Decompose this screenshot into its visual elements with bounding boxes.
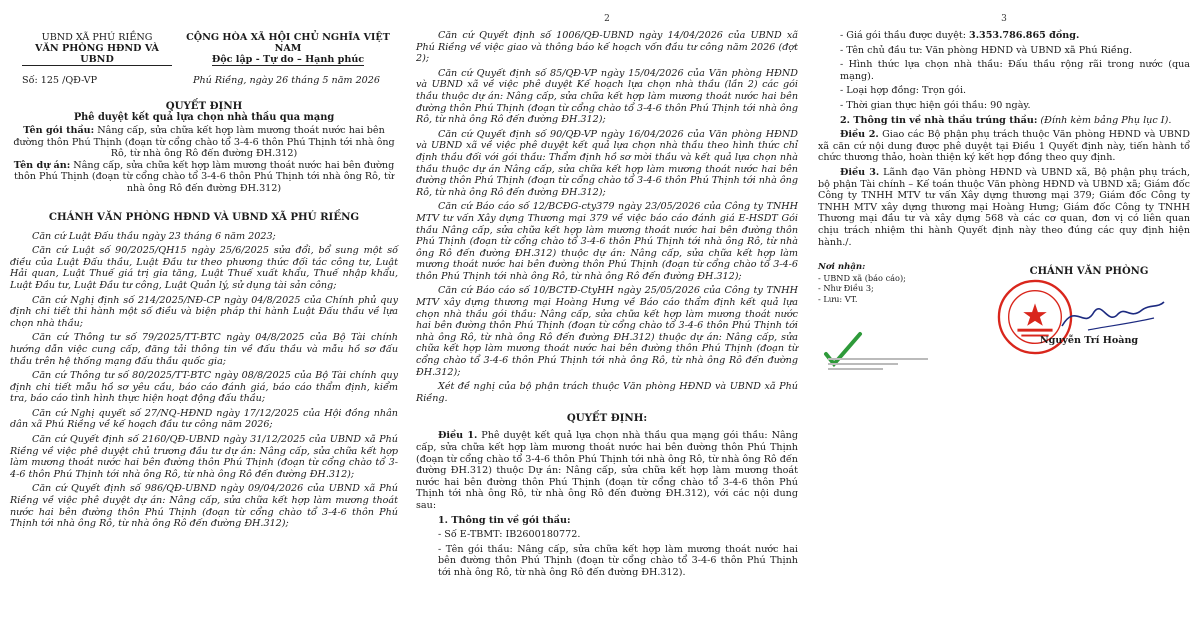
document-subtitle: Phê duyệt kết quả lựa chọn nhà thầu qua mạng — [73, 112, 335, 123]
section-2-note: (Đính kèm bảng Phụ lục I). — [1037, 114, 1172, 126]
package-price — [840, 30, 1190, 42]
article-2-label: Điều 2. — [840, 129, 879, 141]
article-3-text: Lãnh đạo Văn phòng HĐND và UBND xã, Bộ phận phụ trách, bộ phận Tài chính – Kế toán thuộc Văn phòng HĐND và UBND xã; Giám đốc Công ty TNHH MTV tư vấn Xây dựng thương mại 379; Giám đốc Công ty TNHH MTV xây dựng thương mại Hoàng Hưng; Giám đốc Công ty TNHH Thương mại đầu tư và xây dựng 568 và các cơ quan, đơn vị có liên quan chịu trách nhiệm thi hành Quyết định này theo đúng các quy định hiện hành./. — [818, 166, 1190, 248]
issuing-authority: CHÁNH VĂN PHÒNG HĐND VÀ UBND XÃ PHÚ RIỀNG — [48, 210, 360, 223]
tender-notice-number: - Số E-TBMT: IB2600180772. — [438, 529, 581, 541]
recipient-2: - Như Điều 3; — [818, 283, 874, 294]
page-2 — [406, 0, 806, 636]
article-2 — [818, 129, 1190, 164]
project-text: Nâng cấp, sửa chữa kết hợp làm mương thoát nước hai bên đường thôn Phú Thịnh (đoạn từ cổng chào tổ 3-4-6 thôn Phú Thịnh tới nhà ông Rô, từ nhà ông Rô đến đường ĐH.312) — [13, 159, 395, 194]
legal-basis-6: Căn cứ Nghị quyết số 27/NQ-HĐND ngày 17/12/2025 của Hội đồng nhân dân xã Phú Riềng về kế hoạch đầu tư công năm 2026; — [10, 407, 398, 431]
legal-basis-8: Căn cứ Quyết định số 986/QĐ-UBND ngày 09/04/2026 của UBND xã Phú Riềng về việc phê duyệt dự án: Nâng cấp, sửa chữa kết hợp làm mương thoát nước hai bên đường thôn Phú Thịnh (đoạn từ cổng chào tổ 3-4-6 thôn Phú Thịnh tới nhà ông Rô, từ nhà ông Rô đến đường ĐH.312); — [10, 483, 398, 530]
execution-time: - Thời gian thực hiện gói thầu: 90 ngày. — [840, 99, 1031, 111]
legal-basis-12: Căn cứ Báo cáo số 12/BCĐG-cty379 ngày 23/05/2026 của Công ty TNHH MTV tư vấn Xây dựng Thương mại 379 về việc báo cáo đánh giá E-HSDT Gói thầu Nâng cấp, sửa chữa kết hợp làm mương thoát nước hai bên đường thôn Phú Thịnh (đoạn từ cổng chào tổ 3-4-6 thôn Phú Thịnh tới nhà ông Rô, từ nhà ông Rô đến đường ĐH.312) thuộc dự án: Nâng cấp, sửa chữa kết hợp làm mương thoát nước hai bên đường thôn Phú Thịnh (đoạn từ cổng chào tổ 3-4-6 thôn Phú Thịnh tới nhà ông Rô, từ nhà ông Rô đến đường ĐH.312); — [416, 201, 798, 282]
legal-basis-11: Căn cứ Quyết định số 90/QĐ-VP ngày 16/04/2026 của Văn phòng HĐND và UBND xã về việc phê duyệt kết quả lựa chọn nhà thầu theo hình thức chỉ định thầu đối với gói thầu: Thẩm định hồ sơ mời thầu và kết quả lựa chọn nhà thầu thuộc dự án Nâng cấp, sửa chữa kết hợp làm mương thoát nước hai bên đường thôn Phú Thịnh (đoạn từ cổng chào tổ 3-4-6 thôn Phú Thịnh tới nhà ông Rô, từ nhà ông Rô đến đường ĐH.312); — [416, 128, 798, 198]
nation-line-1: CỘNG HÒA XÃ HỘI CHỦ NGHĨA VIỆT NAM — [186, 32, 390, 54]
place-date: Phú Riềng, ngày 26 tháng 5 năm 2026 — [193, 75, 380, 86]
legal-basis-14: Xét đề nghị của bộ phận trách thuộc Văn phòng HĐND và UBND xã Phú Riềng. — [416, 381, 798, 404]
article-1-label: Điều 1. — [438, 430, 478, 442]
signer-name: Nguyễn Trí Hoàng — [1039, 335, 1139, 346]
signature-block — [994, 266, 1184, 346]
agency-line-1: UBND XÃ PHÚ RIỀNG — [41, 32, 153, 43]
document-number: Số: 125 /QĐ-VP — [22, 75, 98, 86]
legal-basis-7: Căn cứ Quyết định số 2160/QĐ-UBND ngày 31/12/2025 của UBND xã Phú Riềng về việc phê duyệt chủ trương đầu tư dự án: Nâng cấp, sửa chữa kết hợp làm mương thoát nước hai bên đường thôn Phú Thịnh (đoạn từ cổng chào tổ 3-4-6 thôn Phú Thịnh tới nhà ông Rô, từ nhà ông Rô đến đường ĐH.312); — [10, 434, 398, 480]
legal-basis-5: Căn cứ Thông tư số 80/2025/TT-BTC ngày 08/8/2025 của Bộ Tài chính quy định chi tiết mẫu hồ sơ yêu cầu, báo cáo đánh giá, báo cáo thẩm định, kiểm tra, báo cáo tình hình thực hiện hoạt động đấu thầu; — [10, 370, 398, 405]
package-price-label: - Giá gói thầu được duyệt: — [840, 30, 970, 41]
page-number: 3 — [1001, 14, 1007, 24]
national-heading — [178, 32, 398, 66]
legal-basis-13: Căn cứ Báo cáo số 10/BCTĐ-CtyHH ngày 25/05/2026 của Công ty TNHH MTV xây dựng thương mại Hoàng Hưng về Báo cáo thẩm định kết quả lựa chọn nhà thầu gói thầu: Nâng cấp, sửa chữa kết hợp làm mương thoát nước hai bên đường thôn Phú Thịnh (đoạn từ cổng chào tổ 3-4-6 thôn Phú Thịnh tới nhà ông Rô, từ nhà ông Rô đến đường ĐH.312) thuộc dự án: Nâng cấp, sửa chữa kết hợp làm mương thoát nước hai bên đường thôn Phú Thịnh (đoạn từ cổng chào tổ 3-4-6 thôn Phú Thịnh tới nhà ông Rô, từ nhà ông Rô đến đường ĐH.312); — [416, 285, 798, 378]
project-name — [10, 160, 398, 195]
digital-signature-icon — [820, 326, 940, 376]
article-3 — [818, 167, 1190, 248]
package-name — [10, 125, 398, 160]
recipient-3: - Lưu: VT. — [818, 293, 858, 304]
page-number: 2 — [604, 14, 610, 24]
section-1-heading: 1. Thông tin về gói thầu: — [438, 514, 571, 526]
section-2-label: 2. Thông tin về nhà thầu trúng thầu: — [840, 114, 1038, 126]
legal-basis-4: Căn cứ Thông tư số 79/2025/TT-BTC ngày 04/8/2025 của Bộ Tài chính hướng dẫn việc cung cấp, đăng tải thông tin về đấu thầu và mẫu hồ sơ đấu thầu trên hệ thống mạng đấu thầu quốc gia; — [10, 332, 398, 367]
article-1 — [416, 430, 798, 511]
nation-line-2: Độc lập - Tự do – Hạnh phúc — [211, 54, 365, 65]
agency-line-2: VĂN PHÒNG HĐND VÀ UBND — [22, 43, 172, 66]
document-meta — [10, 75, 398, 86]
legal-basis-1: Căn cứ Luật Đấu thầu ngày 23 tháng 6 năm 2023; — [32, 230, 276, 242]
article-1-text: Phê duyệt kết quả lựa chọn nhà thầu qua mạng gói thầu: Nâng cấp, sửa chữa kết hợp làm mương thoát nước hai bên đường thôn Phú Thịnh (đoạn từ cổng chào tổ 3-4-6 thôn Phú Thịnh tới nhà ông Rô, từ nhà ông Rô đến đường ĐH.312) thuộc Dự án: Nâng cấp, sửa chữa kết hợp làm mương thoát nước hai bên đường thôn Phú Thịnh (đoạn từ cổng chào tổ 3-4-6 thôn Phú Thịnh tới nhà ông Rô, từ nhà ông Rô đến đường ĐH.312), với các nội dung sau: — [416, 430, 799, 511]
recipient-1: - UBND xã (báo cáo); — [818, 272, 906, 283]
page-1 — [0, 0, 406, 636]
article-2-text: Giao các Bộ phận phụ trách thuộc Văn phòng HĐND và UBND xã căn cứ nội dung được phê duyệt tại Điều 1 Quyết định này, tiến hành tổ chức thương thảo, hoàn thiện ký kết hợp đồng theo quy định. — [818, 129, 1190, 164]
legal-basis-9: Căn cứ Quyết định số 1006/QĐ-UBND ngày 14/04/2026 của UBND xã Phú Riềng về việc giao và thông báo kế hoạch vốn đầu tư công năm 2026 (đợt 2); — [416, 30, 798, 65]
document-header — [10, 32, 398, 66]
package-name-line: - Tên gói thầu: Nâng cấp, sửa chữa kết hợp làm mương thoát nước hai bên đường thôn Phú Thịnh (đoạn từ cổng chào tổ 3-4-6 thôn Phú Thịnh tới nhà ông Rô, từ nhà ông Rô đến đường ĐH.312). — [438, 543, 798, 578]
contract-type: - Loại hợp đồng: Trọn gói. — [840, 85, 967, 97]
legal-basis-3: Căn cứ Nghị định số 214/2025/NĐ-CP ngày 04/8/2025 của Chính phủ quy định chi tiết thi hành một số điều và biện pháp thi hành Luật Đấu thầu về lựa chọn nhà thầu; — [10, 294, 398, 329]
issuing-agency — [22, 32, 172, 66]
project-label: Tên dự án: — [13, 159, 71, 171]
recipients-label: Nơi nhận: — [818, 262, 866, 273]
signer-title: CHÁNH VĂN PHÒNG — [1029, 266, 1149, 277]
package-label: Tên gói thầu: — [23, 125, 95, 136]
document-title: QUYẾT ĐỊNH — [165, 100, 243, 112]
section-2-heading — [840, 115, 1190, 127]
package-text: Nâng cấp, sửa chữa kết hợp làm mương thoát nước hai bên đường thôn Phú Thịnh (đoạn từ cổng chào tổ 3-4-6 thôn Phú Thịnh tới nhà ông Rô, từ nhà ông Rô đến đường ĐH.312) — [13, 125, 395, 160]
decision-heading: QUYẾT ĐỊNH: — [566, 412, 648, 425]
legal-basis-2: Căn cứ Luật số 90/2025/QH15 ngày 25/6/2025 sửa đổi, bổ sung một số điều của Luật Đấu thầu, Luật Đầu tư theo phương thức đối tác công tư, Luật Hải quan, Luật Thuế giá trị gia tăng, Luật Thuế xuất khẩu, Thuế nhập khẩu, Luật Đầu tư, Luật Đầu tư công, Luật Quản lý, sử dụng tài sản công; — [10, 245, 398, 291]
investor-name: - Tên chủ đầu tư: Văn phòng HĐND và UBND xã Phú Riềng. — [840, 44, 1133, 56]
legal-basis-10: Căn cứ Quyết định số 85/QĐ-VP ngày 15/04/2026 của Văn phòng HĐND và UBND xã về việc phê duyệt Kế hoạch lựa chọn nhà thầu (lần 2) các gói thầu thuộc dự án: Nâng cấp, sửa chữa kết hợp làm mương thoát nước hai bên đường thôn Phú Thịnh (đoạn từ cổng chào tổ 3-4-6 thôn Phú Thịnh tới nhà ông Rô, từ nhà ông Rô đến đường ĐH.312); — [416, 67, 798, 126]
package-price-value: 3.353.786.865 đồng. — [969, 30, 1080, 41]
selection-method: - Hình thức lựa chọn nhà thầu: Đấu thầu rộng rãi trong nước (qua mạng). — [840, 59, 1190, 82]
page-3 — [806, 0, 1200, 636]
article-3-label: Điều 3. — [840, 166, 880, 178]
